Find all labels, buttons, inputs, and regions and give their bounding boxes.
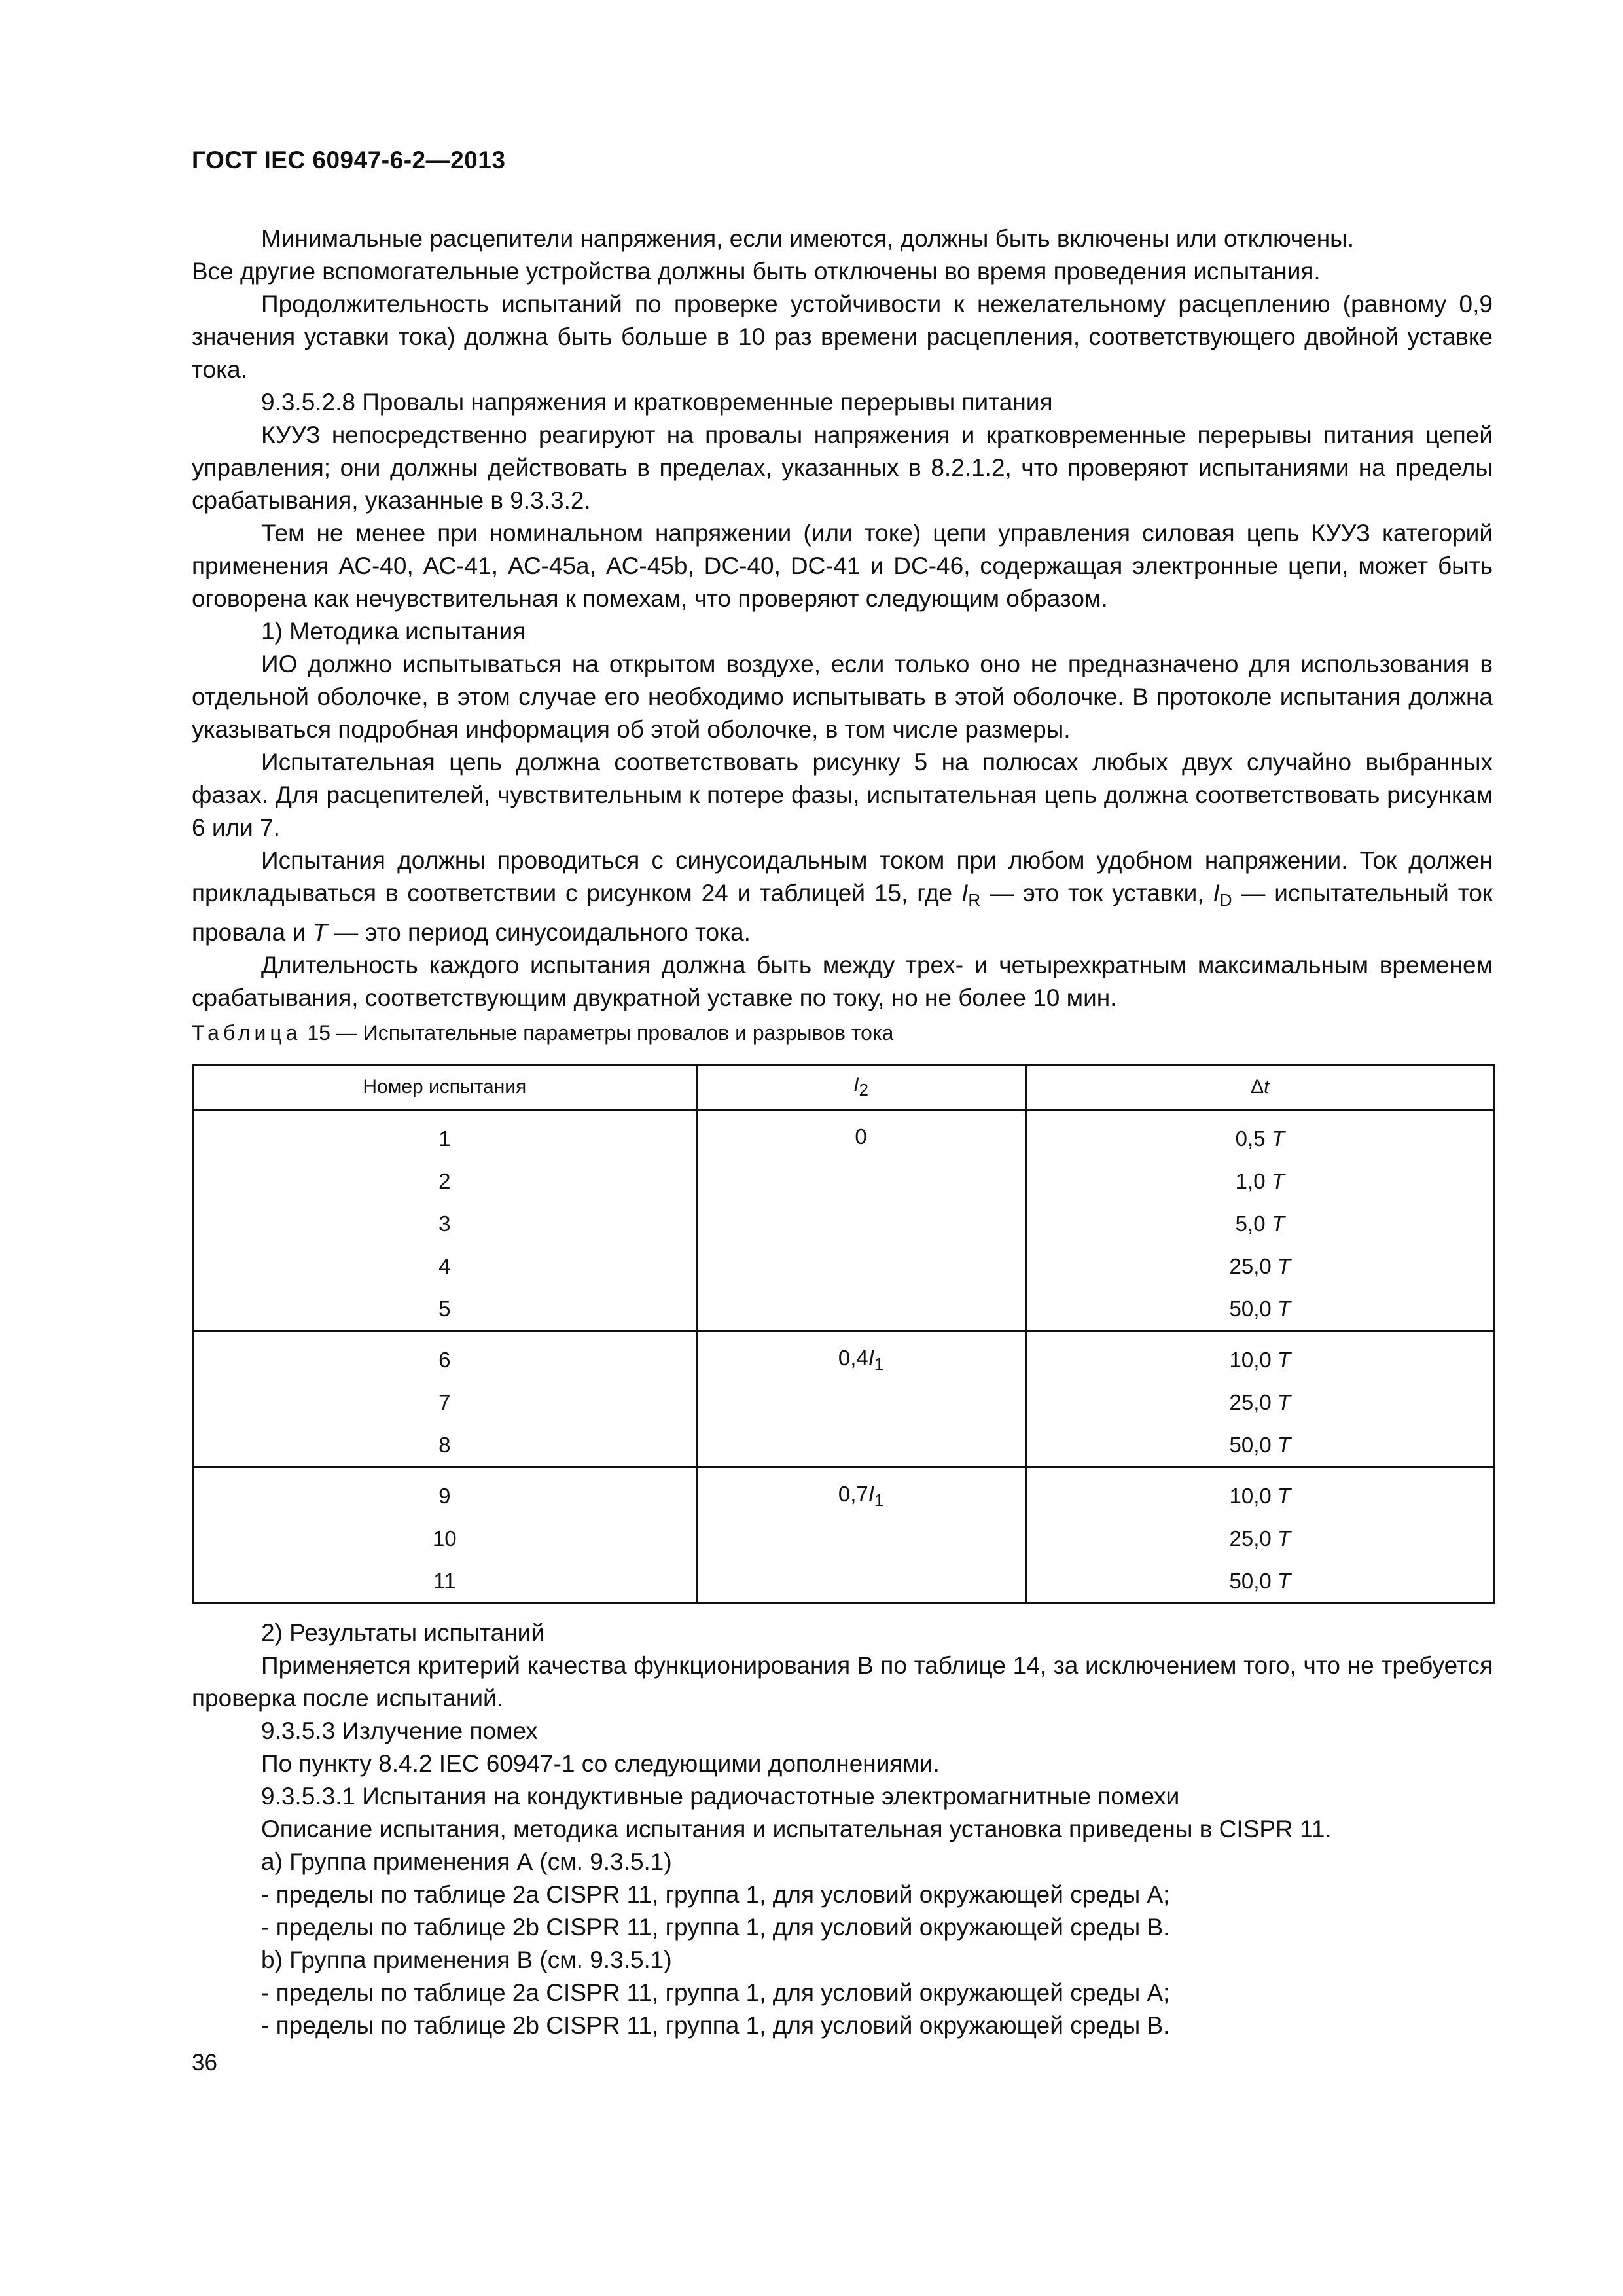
cell-i2 (696, 1160, 1026, 1202)
cell-dt (1026, 1160, 1494, 1202)
cell-i2 (696, 1331, 1026, 1382)
list-item: - пределы по таблице 2а CISPR 11, группа 1, для условий окружающей среды А; (261, 1881, 1170, 1908)
dt-symbol: T (1277, 1483, 1291, 1508)
paragraph: Применяется критерий качества функционирования B по таблице 14, за исключением того, что не требуется проверка после испытаний. (192, 1652, 1493, 1712)
symbol-t: t (1264, 1076, 1270, 1098)
caption-word: Таблица (192, 1021, 302, 1045)
dt-value: 50,0 (1229, 1568, 1277, 1593)
dt-value: 50,0 (1229, 1432, 1277, 1457)
cell-dt (1026, 1110, 1494, 1160)
paragraph: Минимальные расцепители напряжения, если имеются, должны быть включены или отключены. (261, 225, 1355, 252)
list-heading: a) Группа применения А (см. 9.3.5.1) (261, 1848, 672, 1875)
text-run: Испытания должны проводиться с синусоидальным током при любом удобном напряжении. Ток должен прикладываться в соответствии с рисунком 24 и таблицей 15, где (192, 847, 1493, 906)
symbol-i: I (853, 1074, 859, 1096)
paragraph: Тем не менее при номинальном напряжении (или токе) цепи управления силовая цепь КУУЗ категорий применения АС-40, АС-41, АС-45а, АС-45b, DC-40, DC-41 и DC-46, содержащая электронные цепи, может быть оговорена как нечувствительная к помехам, что проверяют следующим образом. (192, 520, 1493, 612)
table-caption (192, 1021, 893, 1045)
cell-dt (1026, 1331, 1494, 1382)
body-text-bottom (192, 1617, 1493, 2042)
table-row (193, 1287, 1495, 1331)
i2-symbol: I (868, 1345, 874, 1370)
cell-i2 (696, 1245, 1026, 1287)
cell-dt (1026, 1202, 1494, 1245)
subscript: D (1219, 890, 1232, 910)
dt-value: 1,0 (1235, 1168, 1272, 1193)
cell-i2 (696, 1381, 1026, 1424)
paragraph: По пункту 8.4.2 IEC 60947-1 со следующими дополнениями. (261, 1750, 940, 1777)
table-row (193, 1331, 1495, 1382)
cell-dt (1026, 1467, 1494, 1518)
table-row (193, 1202, 1495, 1245)
cell-dt (1026, 1560, 1494, 1604)
i2-value: 0 (855, 1124, 867, 1149)
list-item: - пределы по таблице 2b CISPR 11, группа 1, для условий окружающей среды В. (261, 1914, 1170, 1941)
cell-num: 6 (193, 1331, 697, 1382)
dt-symbol: T (1271, 1126, 1285, 1151)
delta-symbol: Δ (1251, 1076, 1264, 1098)
symbol-i: I (1213, 880, 1220, 906)
subheading: 1) Методика испытания (261, 618, 526, 645)
section-heading: 9.3.5.3.1 Испытания на кондуктивные радиочастотные электромагнитные помехи (261, 1783, 1180, 1810)
text-run: — испытательный ток провала и (192, 880, 1493, 946)
table-row (193, 1160, 1495, 1202)
dt-symbol: T (1277, 1390, 1291, 1414)
table-row (193, 1467, 1495, 1518)
dt-symbol: T (1277, 1526, 1291, 1551)
table-row (193, 1245, 1495, 1287)
symbol-i: I (961, 880, 969, 906)
cell-i2 (696, 1110, 1026, 1160)
i2-symbol: I (868, 1481, 874, 1506)
i2-value: 0,4 (838, 1345, 868, 1370)
dt-value: 5,0 (1235, 1211, 1272, 1236)
dt-value: 10,0 (1229, 1347, 1277, 1372)
paragraph: Описание испытания, методика испытания и испытательная установка приведены в CISPR 11. (261, 1816, 1332, 1842)
paragraph: ИО должно испытываться на открытом воздухе, если только оно не предназначено для использования в отдельной оболочке, в этом случае его необходимо испытывать в этой оболочке. В протоколе испытания должна указываться подробная информация об этой оболочке, в том числе размеры. (192, 651, 1493, 743)
caption-text: 15 — Испытательные параметры провалов и разрывов тока (301, 1021, 894, 1045)
cell-i2 (696, 1560, 1026, 1604)
dt-symbol: T (1271, 1168, 1285, 1193)
list-item: - пределы по таблице 2b CISPR 11, группа 1, для условий окружающей среды В. (261, 2012, 1170, 2039)
dt-symbol: T (1271, 1211, 1285, 1236)
dt-symbol: T (1277, 1253, 1291, 1278)
table-row (193, 1110, 1495, 1160)
header-i2 (696, 1065, 1026, 1110)
dt-value: 0,5 (1235, 1126, 1272, 1151)
i2-subscript: 1 (874, 1490, 884, 1510)
text-run: — это период синусоидального тока. (327, 919, 751, 946)
cell-num: 1 (193, 1110, 697, 1160)
section-heading: 9.3.5.3 Излучение помех (261, 1717, 538, 1744)
i2-value: 0,7 (838, 1481, 868, 1506)
cell-i2 (696, 1467, 1026, 1518)
paragraph: Длительность каждого испытания должна быть между трех- и четырехкратным максимальным временем срабатывания, соответствующим двукратной уставке по току, но не более 10 мин. (192, 952, 1493, 1011)
list-item: - пределы по таблице 2а CISPR 11, группа 1, для условий окружающей среды А; (261, 1979, 1170, 2006)
dt-value: 25,0 (1229, 1526, 1277, 1551)
subheading: 2) Результаты испытаний (261, 1619, 544, 1646)
cell-num: 2 (193, 1160, 697, 1202)
table-header-row (193, 1065, 1495, 1110)
header-test-number: Номер испытания (193, 1065, 697, 1110)
cell-dt (1026, 1245, 1494, 1287)
table-row (193, 1517, 1495, 1560)
cell-dt (1026, 1381, 1494, 1424)
dt-value: 50,0 (1229, 1296, 1277, 1321)
cell-dt (1026, 1517, 1494, 1560)
cell-num: 5 (193, 1287, 697, 1331)
subscript: 2 (859, 1080, 868, 1100)
table-row (193, 1381, 1495, 1424)
body-text-top (192, 223, 1493, 1014)
document-header: ГОСТ IEC 60947-6-2—2013 (192, 147, 506, 173)
paragraph: КУУЗ непосредственно реагируют на провалы напряжения и кратковременные перерывы питания цепей управления; они должны действовать в пределах, указанных в 8.2.1.2, что проверяют испытаниями на пределы срабатывания, указанные в 9.3.3.2. (192, 422, 1493, 514)
symbol-t: T (312, 919, 328, 946)
cell-i2 (696, 1517, 1026, 1560)
dt-symbol: T (1277, 1568, 1291, 1593)
cell-num: 9 (193, 1467, 697, 1518)
section-heading: 9.3.5.2.8 Провалы напряжения и кратковременные перерывы питания (261, 389, 1053, 416)
paragraph: Продолжительность испытаний по проверке устойчивости к нежелательному расцеплению (равному 0,9 значения уставки тока) должна быть больше в 10 раз времени расцепления, соответствующего двойной уставке тока. (192, 291, 1493, 383)
table-row (193, 1424, 1495, 1467)
dt-value: 10,0 (1229, 1483, 1277, 1508)
dt-symbol: T (1277, 1296, 1291, 1321)
cell-dt (1026, 1287, 1494, 1331)
table-row (193, 1560, 1495, 1604)
paragraph: Все другие вспомогательные устройства должны быть отключены во время проведения испытания. (192, 258, 1321, 285)
dt-symbol: T (1277, 1347, 1291, 1372)
page-number: 36 (192, 2050, 217, 2075)
cell-num: 3 (193, 1202, 697, 1245)
cell-i2 (696, 1424, 1026, 1467)
paragraph: Испытательная цепь должна соответствовать рисунку 5 на полюсах любых двух случайно выбранных фазах. Для расцепителей, чувствительным к потере фазы, испытательная цепь должна соответствовать рисункам 6 или 7. (192, 749, 1493, 841)
cell-num: 8 (193, 1424, 697, 1467)
list-heading: b) Группа применения В (см. 9.3.5.1) (261, 1946, 672, 1973)
cell-i2 (696, 1287, 1026, 1331)
dt-value: 25,0 (1229, 1390, 1277, 1414)
header-delta-t (1026, 1065, 1494, 1110)
test-parameters-table (192, 1064, 1495, 1604)
cell-num: 7 (193, 1381, 697, 1424)
subscript: R (968, 890, 981, 910)
i2-subscript: 1 (874, 1354, 884, 1374)
cell-num: 10 (193, 1517, 697, 1560)
cell-dt (1026, 1424, 1494, 1467)
cell-num: 11 (193, 1560, 697, 1604)
dt-value: 25,0 (1229, 1253, 1277, 1278)
paragraph (192, 844, 1493, 949)
cell-num: 4 (193, 1245, 697, 1287)
cell-i2 (696, 1202, 1026, 1245)
dt-symbol: T (1277, 1432, 1291, 1457)
text-run: — это ток уставки, (980, 880, 1213, 906)
